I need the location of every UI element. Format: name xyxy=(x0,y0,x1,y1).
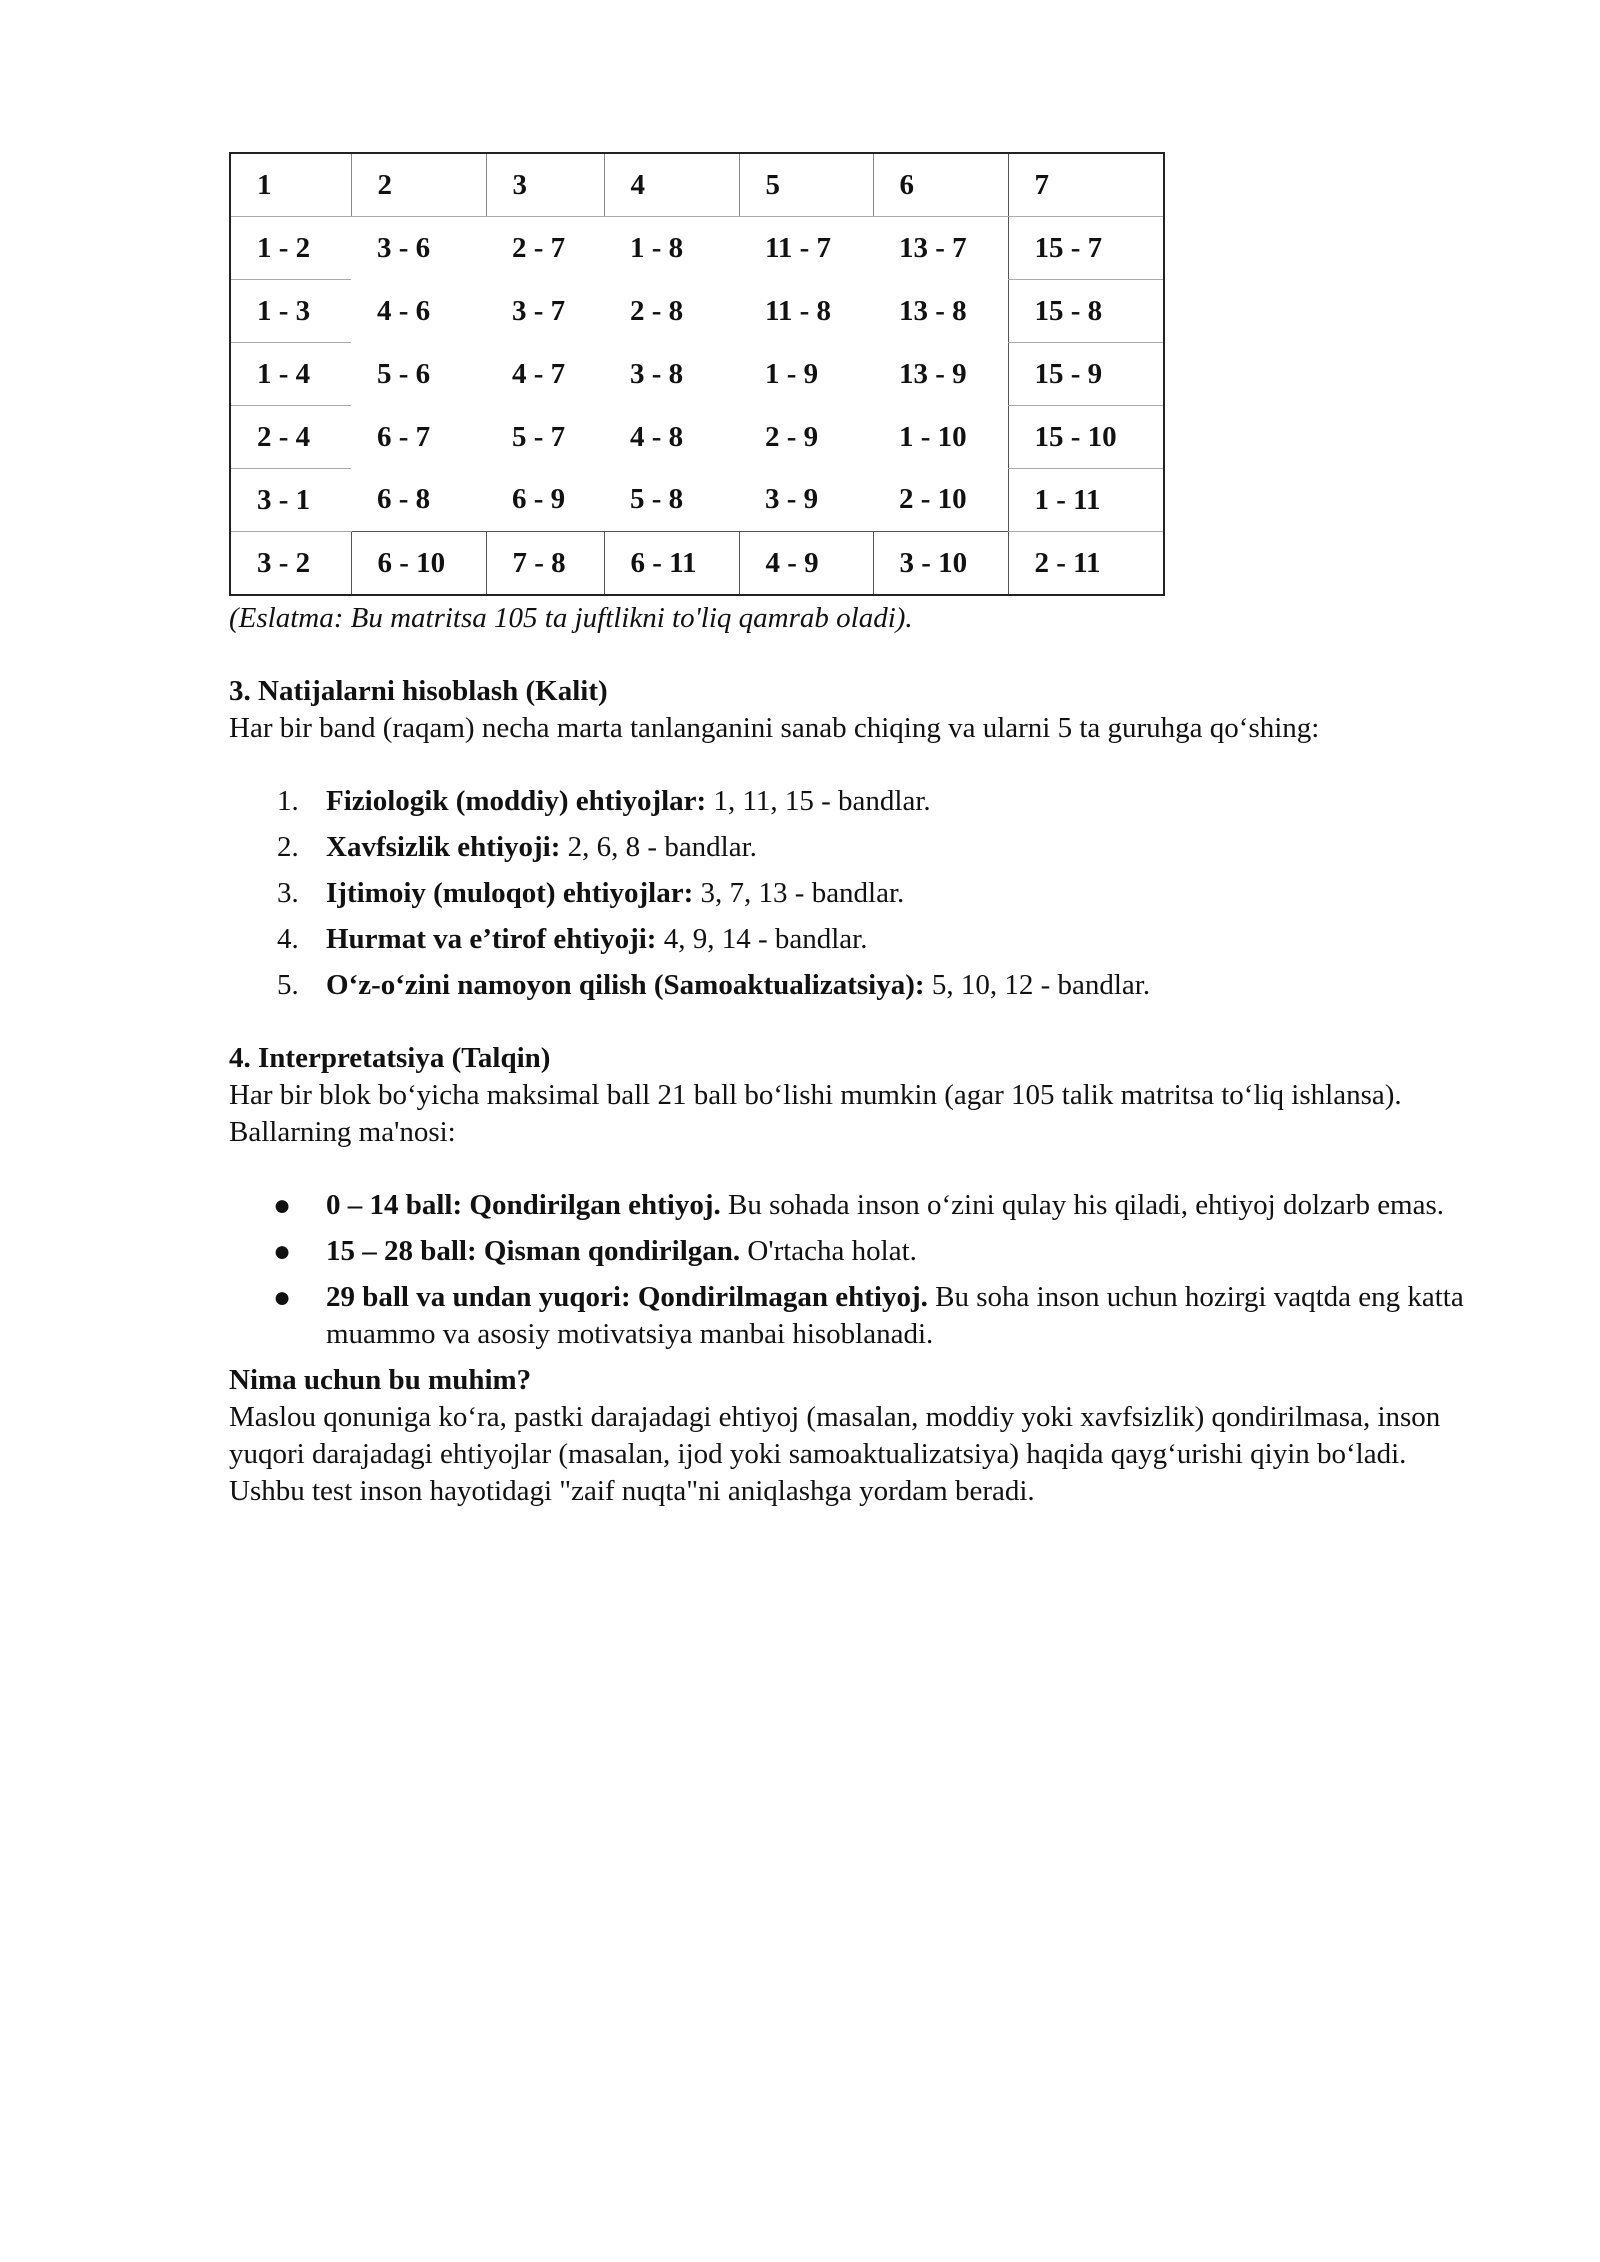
matrix-row xyxy=(230,217,1164,280)
matrix-cell: 2 - 10 xyxy=(899,483,967,516)
need-label: O‘z-o‘zini namoyon qilish (Samoaktualizatsiya): xyxy=(326,969,925,1001)
why-text: Maslou qonuniga ko‘ra, pastki darajadagi ehtiyoj (masalan, moddiy yoki xavfsizlik) qondirilmasa, inson yuqori darajadagi ehtiyojlar (masalan, ijod yoki samoaktualizatsiya) haqida qayg‘urishi qiyin bo‘ladi. Ushbu test inson hayotidagi "zaif nuqta"ni aniqlashga yordam beradi. xyxy=(229,1401,1441,1507)
matrix-cell: 3 - 2 xyxy=(230,532,351,596)
bullet-icon: ● xyxy=(273,1189,292,1222)
matrix-cell: 2 - 8 xyxy=(630,294,684,327)
matrix-cell: 6 - 10 xyxy=(351,532,486,596)
matrix-cell: 4 - 7 xyxy=(512,357,566,390)
score-label: 29 ball va undan yuqori: Qondirilmagan ehtiyoj. xyxy=(326,1281,928,1313)
matrix-cell: 6 - 7 xyxy=(377,420,431,453)
matrix-header-cell: 2 xyxy=(351,153,486,217)
needs-list-item xyxy=(229,783,1479,820)
matrix-cell: 1 - 4 xyxy=(230,343,351,406)
need-label: Hurmat va e’tirof ehtiyoji: xyxy=(326,923,657,955)
list-number: 1. xyxy=(277,785,299,817)
matrix-cell: 6 - 11 xyxy=(604,532,739,596)
matrix-cell: 3 - 10 xyxy=(873,532,1008,596)
need-text: 1, 11, 15 - bandlar. xyxy=(706,785,931,817)
need-text: 5, 10, 12 - bandlar. xyxy=(924,969,1151,1001)
matrix-cell: 15 - 8 xyxy=(1008,280,1164,343)
matrix-header-cell: 1 xyxy=(230,153,351,217)
pairs-matrix xyxy=(229,152,1165,596)
matrix-cell: 2 - 9 xyxy=(765,420,819,453)
matrix-cell: 13 - 7 xyxy=(899,231,967,264)
matrix-cell: 1 - 8 xyxy=(630,231,684,264)
matrix-cell: 15 - 7 xyxy=(1008,217,1164,280)
matrix-cell: 4 - 9 xyxy=(739,532,873,596)
matrix-header-cell: 5 xyxy=(739,153,873,217)
need-text: 3, 7, 13 - bandlar. xyxy=(693,877,905,909)
matrix-cell: 3 - 7 xyxy=(512,294,566,327)
matrix-cell: 3 - 1 xyxy=(230,469,351,532)
needs-list-item xyxy=(229,829,1479,866)
matrix-cell: 11 - 8 xyxy=(765,294,832,327)
matrix-cell: 6 - 9 xyxy=(512,483,566,516)
needs-list xyxy=(229,783,1479,1004)
need-text: 4, 9, 14 - bandlar. xyxy=(656,923,868,955)
score-list-item xyxy=(229,1233,1479,1270)
need-label: Xavfsizlik ehtiyoji: xyxy=(326,831,561,863)
need-text: 2, 6, 8 - bandlar. xyxy=(560,831,757,863)
list-number: 5. xyxy=(277,969,299,1001)
matrix-cell: 2 - 4 xyxy=(230,406,351,469)
matrix-header-cell: 7 xyxy=(1008,153,1164,217)
matrix-cell: 1 - 10 xyxy=(899,420,967,453)
score-list-item xyxy=(229,1279,1479,1353)
matrix-cell: 11 - 7 xyxy=(765,231,832,264)
matrix-row xyxy=(230,343,1164,406)
matrix-cell: 3 - 6 xyxy=(377,231,431,264)
bullet-icon: ● xyxy=(273,1235,292,1268)
matrix-header-cell: 3 xyxy=(486,153,604,217)
score-list-item xyxy=(229,1187,1479,1224)
matrix-cell: 5 - 8 xyxy=(630,483,684,516)
score-text: O'rtacha holat. xyxy=(740,1235,917,1267)
matrix-cell: 15 - 9 xyxy=(1008,343,1164,406)
list-number: 2. xyxy=(277,831,299,863)
matrix-cell: 3 - 9 xyxy=(765,483,819,516)
matrix-header-cell: 6 xyxy=(873,153,1008,217)
matrix-cell: 1 - 2 xyxy=(230,217,351,280)
matrix-row xyxy=(230,406,1164,469)
matrix-header-row xyxy=(230,153,1164,217)
matrix-cell: 1 - 9 xyxy=(765,357,819,390)
matrix-row xyxy=(230,469,1164,532)
matrix-row xyxy=(230,280,1164,343)
list-number: 4. xyxy=(277,923,299,955)
matrix-cell: 5 - 7 xyxy=(512,420,566,453)
matrix-cell: 2 - 11 xyxy=(1008,532,1164,596)
bullet-icon: ● xyxy=(273,1281,292,1314)
matrix-cell: 15 - 10 xyxy=(1008,406,1164,469)
matrix-note: (Eslatma: Bu matritsa 105 ta juftlikni to'liq qamrab oladi). xyxy=(229,602,913,634)
matrix-cell: 13 - 8 xyxy=(899,294,967,327)
document-page xyxy=(229,152,1479,1510)
list-number: 3. xyxy=(277,877,299,909)
score-text: Bu soha inson uchun hozirgi vaqtda eng katta muammo va asosiy motivatsiya manbai hisoblanadi. xyxy=(326,1281,1464,1350)
matrix-cell: 5 - 6 xyxy=(377,357,431,390)
matrix-cell: 4 - 8 xyxy=(630,420,684,453)
needs-list-item xyxy=(229,967,1479,1004)
section3-heading: 3. Natijalarni hisoblash (Kalit) xyxy=(229,675,608,707)
matrix-cell: 4 - 6 xyxy=(377,294,431,327)
matrix-cell: 7 - 8 xyxy=(486,532,604,596)
matrix-header-cell: 4 xyxy=(604,153,739,217)
score-text: Bu sohada inson o‘zini qulay his qiladi, ehtiyoj dolzarb emas. xyxy=(720,1189,1445,1221)
section4-intro: Har bir blok bo‘yicha maksimal ball 21 ball bo‘lishi mumkin (agar 105 talik matritsa to‘liq ishlansa). Ballarning ma'nosi: xyxy=(229,1079,1402,1148)
matrix-cell: 1 - 11 xyxy=(1008,469,1164,532)
why-heading: Nima uchun bu muhim? xyxy=(229,1364,532,1396)
matrix-cell: 2 - 7 xyxy=(512,231,566,264)
matrix-cell: 13 - 9 xyxy=(899,357,967,390)
matrix-row xyxy=(230,532,1164,596)
matrix-cell: 1 - 3 xyxy=(230,280,351,343)
needs-list-item xyxy=(229,921,1479,958)
score-list xyxy=(229,1187,1479,1353)
need-label: Ijtimoiy (muloqot) ehtiyojlar: xyxy=(326,877,694,909)
need-label: Fiziologik (moddiy) ehtiyojlar: xyxy=(326,785,707,817)
matrix-cell: 6 - 8 xyxy=(377,483,431,516)
needs-list-item xyxy=(229,875,1479,912)
score-label: 0 – 14 ball: Qondirilgan ehtiyoj. xyxy=(326,1189,721,1221)
section4-heading: 4. Interpretatsiya (Talqin) xyxy=(229,1042,551,1074)
matrix-cell: 3 - 8 xyxy=(630,357,684,390)
score-label: 15 – 28 ball: Qisman qondirilgan. xyxy=(326,1235,741,1267)
section3-intro: Har bir band (raqam) necha marta tanlanganini sanab chiqing va ularni 5 ta guruhga qo‘shing: xyxy=(229,712,1320,744)
